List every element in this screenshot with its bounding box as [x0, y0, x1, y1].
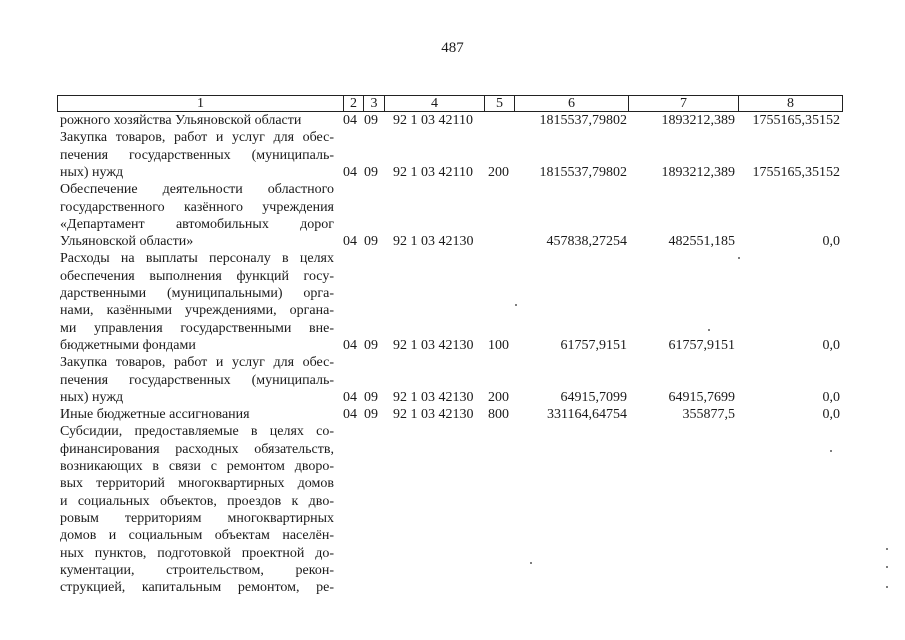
row-description: кументации, строительством, рекон- — [60, 562, 334, 578]
row-description: Закупка товаров, работ и услуг для обес- — [60, 355, 334, 371]
table-row — [0, 112, 905, 129]
scan-speck — [886, 566, 888, 568]
cell-col-8: 0,0 — [822, 234, 840, 250]
cell-col-2: 04 — [343, 389, 357, 405]
table-row — [0, 302, 905, 319]
scan-speck — [708, 329, 710, 331]
row-description: ных) нужд — [60, 164, 124, 180]
page-number: 487 — [441, 40, 464, 56]
scan-speck — [738, 257, 740, 259]
cell-col-8: 0,0 — [822, 337, 840, 353]
cell-col-7: 61757,9151 — [668, 337, 735, 353]
row-description: Обеспечение деятельности областного — [60, 182, 334, 198]
cell-col-6: 1815537,79802 — [539, 164, 627, 180]
cell-col-2: 04 — [343, 164, 357, 180]
row-description: ми управления государственными вне- — [60, 320, 334, 336]
row-description: рожного хозяйства Ульяновской области — [60, 113, 302, 128]
table-row — [0, 250, 905, 267]
cell-col-8: 1755165,35152 — [752, 113, 840, 128]
header-cell-4: 4 — [384, 96, 484, 111]
cell-col-3: 09 — [364, 113, 378, 128]
scan-speck — [830, 450, 832, 452]
cell-col-7: 482551,185 — [668, 234, 735, 250]
row-description: бюджетными фондами — [60, 337, 196, 353]
header-cell-2: 2 — [343, 96, 363, 111]
header-cell-1: 1 — [197, 96, 204, 111]
row-description: Иные бюджетные ассигнования — [60, 407, 250, 423]
cell-col-6: 331164,64754 — [547, 407, 627, 423]
cell-col-2: 04 — [343, 113, 357, 128]
cell-col-3: 09 — [364, 407, 378, 423]
row-description: ных) нужд — [60, 389, 124, 405]
cell-col-6: 1815537,79802 — [539, 113, 627, 128]
cell-col-2: 04 — [343, 234, 357, 250]
scan-speck — [886, 548, 888, 550]
row-description: дарственными (муниципальными) орга- — [60, 286, 334, 301]
table-row — [0, 579, 905, 596]
cell-col-5: 200 — [488, 164, 509, 180]
table-row — [0, 510, 905, 527]
cell-col-7: 64915,7699 — [668, 389, 735, 405]
row-description: «Департамент автомобильных дорог — [60, 216, 334, 232]
cell-col-5: 100 — [488, 337, 509, 353]
row-description: печения государственных (муниципаль- — [60, 147, 334, 163]
header-cell-3: 3 — [363, 96, 384, 111]
table-row — [0, 233, 905, 250]
row-description: струкцией, капитальным ремонтом, ре- — [60, 580, 334, 596]
cell-col-8: 0,0 — [822, 389, 840, 405]
header-cell-7: 7 — [628, 96, 738, 111]
cell-col-3: 09 — [364, 164, 378, 180]
row-description: вых территорий многоквартирных домов — [60, 476, 334, 492]
cell-col-4: 92 1 03 42130 — [393, 234, 474, 250]
row-description: государственного казённого учреждения — [60, 199, 334, 215]
table-row — [0, 199, 905, 216]
table-row — [0, 441, 905, 458]
cell-col-4: 92 1 03 42110 — [393, 164, 473, 180]
table-row — [0, 320, 905, 337]
cell-col-4: 92 1 03 42130 — [393, 407, 474, 423]
table-row — [0, 181, 905, 198]
cell-col-8: 1755165,35152 — [752, 164, 840, 180]
row-description: возникающих в связи с ремонтом дворо- — [60, 459, 334, 474]
scan-speck — [886, 586, 888, 588]
cell-col-8: 0,0 — [822, 407, 840, 423]
cell-col-3: 09 — [364, 389, 378, 405]
cell-col-7: 355877,5 — [682, 407, 735, 423]
table-row — [0, 527, 905, 544]
cell-col-3: 09 — [364, 234, 378, 250]
cell-col-4: 92 1 03 42130 — [393, 337, 474, 353]
cell-col-7: 1893212,389 — [661, 113, 735, 128]
table-row — [0, 389, 905, 406]
cell-col-5: 800 — [488, 407, 509, 423]
row-description: печения государственных (муниципаль- — [60, 372, 334, 388]
row-description: ровым территориям многоквартирных — [60, 510, 334, 526]
header-cell-5: 5 — [484, 96, 514, 111]
table-row — [0, 147, 905, 164]
cell-col-7: 1893212,389 — [661, 164, 735, 180]
cell-col-6: 64915,7099 — [560, 389, 627, 405]
row-description: и социальных объектов, проездов к дво- — [60, 493, 334, 509]
cell-col-2: 04 — [343, 407, 357, 423]
table-row — [0, 545, 905, 562]
row-description: ных пунктов, подготовкой проектной до- — [60, 545, 334, 561]
scan-speck — [515, 304, 517, 306]
row-description: Закупка товаров, работ и услуг для обес- — [60, 130, 334, 146]
cell-col-3: 09 — [364, 337, 378, 353]
cell-col-6: 61757,9151 — [560, 337, 627, 353]
cell-col-2: 04 — [343, 337, 357, 353]
scan-speck — [530, 562, 532, 564]
table-row — [0, 285, 905, 302]
table-row — [0, 493, 905, 510]
table-row — [0, 406, 905, 423]
table-row — [0, 562, 905, 579]
table-row — [0, 423, 905, 440]
table-row — [0, 216, 905, 233]
table-row — [0, 129, 905, 146]
row-description: домов и социальным объектам населён- — [60, 528, 334, 544]
table-row — [0, 475, 905, 492]
cell-col-4: 92 1 03 42130 — [393, 389, 474, 405]
row-description: финансирования расходных обязательств, — [60, 441, 334, 457]
table-row — [0, 337, 905, 354]
row-description: Расходы на выплаты персоналу в целях — [60, 251, 334, 267]
header-cell-8: 8 — [738, 96, 842, 111]
row-description: Субсидии, предоставляемые в целях со- — [60, 424, 334, 440]
table-row — [0, 458, 905, 475]
row-description: Ульяновской области» — [60, 234, 194, 250]
cell-col-4: 92 1 03 42110 — [393, 113, 473, 128]
header-cell-6: 6 — [514, 96, 628, 111]
table-row — [0, 268, 905, 285]
row-description: нами, казёнными учреждениями, органа- — [60, 303, 334, 319]
table-header-row — [57, 95, 843, 112]
table-row — [0, 372, 905, 389]
table-row — [0, 354, 905, 371]
row-description: обеспечения выполнения функций госу- — [60, 268, 334, 284]
cell-col-5: 200 — [488, 389, 509, 405]
cell-col-6: 457838,27254 — [546, 234, 627, 250]
table-row — [0, 164, 905, 181]
